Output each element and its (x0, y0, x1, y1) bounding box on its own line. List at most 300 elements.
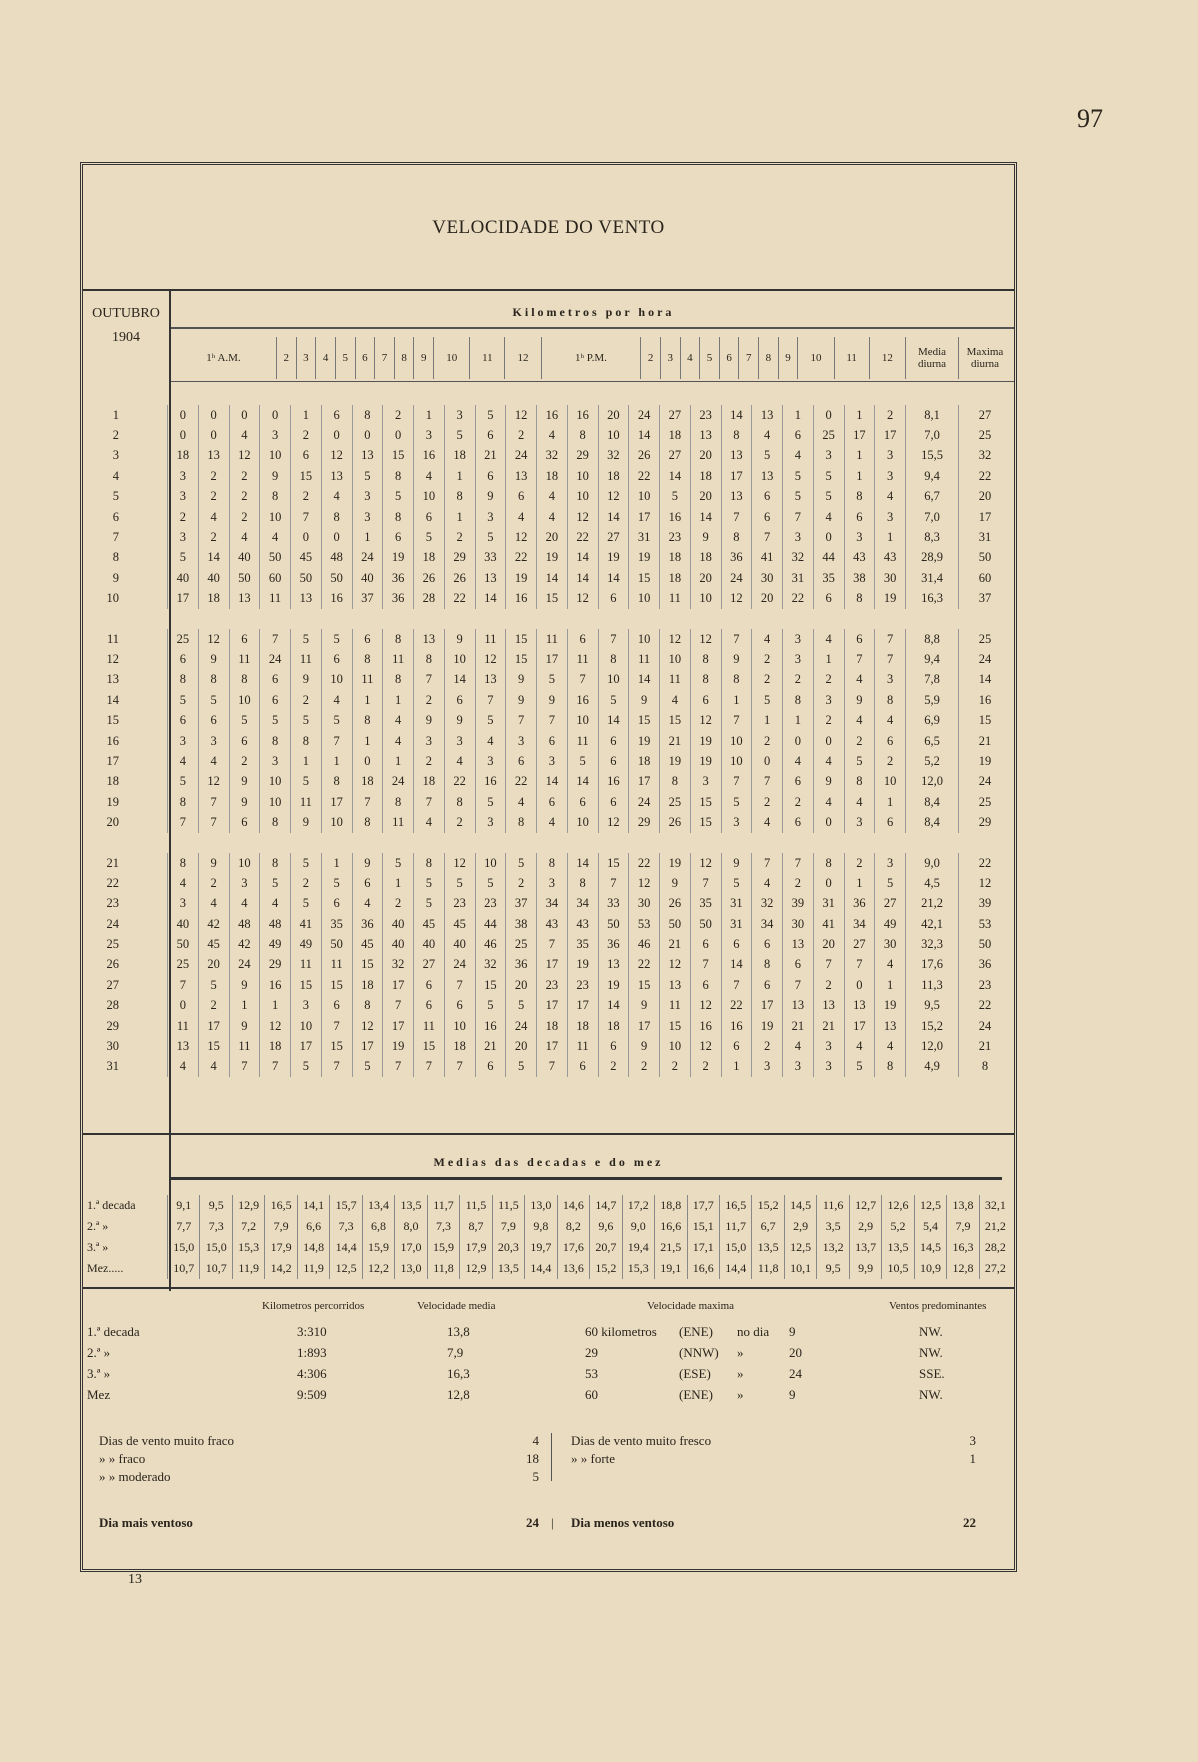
means-cell: 17,9 (265, 1237, 297, 1258)
value-cell: 5 (229, 710, 260, 730)
value-cell: 1 (721, 1057, 752, 1077)
summary-label: 1.ª decada (87, 1324, 140, 1339)
summary-direction: (ESE) (679, 1366, 711, 1381)
value-cell: 42,1 (906, 914, 959, 934)
value-cell: 0 (352, 751, 383, 771)
value-cell: 8 (959, 1057, 1012, 1077)
means-cell: 16,5 (719, 1195, 751, 1216)
daily-bottom-rule (83, 1133, 1014, 1135)
value-cell: 4 (875, 955, 906, 975)
value-cell: 3 (875, 446, 906, 466)
count-value: 4 (532, 1433, 539, 1448)
value-cell: 31 (721, 914, 752, 934)
value-cell: 17 (168, 589, 199, 609)
value-cell: 7,8 (906, 670, 959, 690)
value-cell: 6 (752, 507, 783, 527)
means-cell: 12,5 (330, 1258, 362, 1279)
value-cell: 2 (752, 792, 783, 812)
value-cell: 7 (875, 649, 906, 669)
means-cell: 14,5 (784, 1195, 816, 1216)
value-cell: 14 (959, 670, 1012, 690)
means-cell: 9,5 (200, 1195, 232, 1216)
counts-divider (551, 1433, 552, 1481)
value-cell: 25 (168, 955, 199, 975)
value-cell: 3 (783, 1057, 814, 1077)
value-cell: 15 (598, 853, 629, 873)
value-cell: 11 (229, 1036, 260, 1056)
value-cell: 2 (383, 894, 414, 914)
value-cell: 4 (813, 751, 844, 771)
column-header-cell: 9 (778, 337, 798, 379)
value-cell: 3 (168, 466, 199, 486)
means-cell: 11,8 (427, 1258, 459, 1279)
value-cell: 24 (959, 1016, 1012, 1036)
means-cell: 9,8 (525, 1216, 557, 1237)
value-cell: 3 (168, 487, 199, 507)
value-cell: 3 (352, 487, 383, 507)
value-cell: 6 (690, 975, 721, 995)
value-cell: 16 (660, 507, 691, 527)
value-cell: 19 (875, 996, 906, 1016)
table-row (95, 1036, 1011, 1056)
value-cell: 13 (875, 1016, 906, 1036)
value-cell: 0 (291, 527, 322, 547)
day-cell: 18 (106, 774, 119, 789)
value-cell: 6 (229, 731, 260, 751)
value-cell: 20 (690, 568, 721, 588)
value-cell: 5 (414, 873, 445, 893)
means-cell: 11,5 (492, 1195, 524, 1216)
table-row (95, 731, 1011, 751)
means-cell: 14,5 (914, 1237, 946, 1258)
summary-day: 20 (789, 1345, 802, 1360)
summary-header-km: Kilometros percorridos (262, 1300, 365, 1312)
value-cell: 10 (567, 487, 598, 507)
value-cell: 7 (783, 853, 814, 873)
value-cell: 4 (783, 446, 814, 466)
value-cell: 38 (844, 568, 875, 588)
value-cell: 0 (229, 405, 260, 425)
value-cell: 5 (475, 996, 506, 1016)
value-cell: 17 (752, 996, 783, 1016)
value-cell: 12 (598, 812, 629, 832)
value-cell: 4 (813, 507, 844, 527)
value-cell: 8 (383, 670, 414, 690)
value-cell: 24 (260, 649, 291, 669)
value-cell: 3 (844, 812, 875, 832)
value-cell: 22 (506, 548, 537, 568)
value-cell: 1 (875, 975, 906, 995)
column-header-cell: 8 (759, 337, 779, 379)
summary-max: 60 kilometros (585, 1324, 657, 1339)
means-cell: 8,0 (395, 1216, 427, 1237)
column-header-row (171, 337, 1011, 379)
value-cell: 18 (598, 466, 629, 486)
value-cell: 18 (598, 1016, 629, 1036)
value-cell: 13 (414, 629, 445, 649)
value-cell: 3 (168, 894, 199, 914)
value-cell: 19 (598, 975, 629, 995)
value-cell: 4 (875, 1036, 906, 1056)
value-cell: 8 (506, 812, 537, 832)
value-cell: 45 (352, 934, 383, 954)
value-cell: 19 (690, 751, 721, 771)
day-cell: 11 (106, 631, 119, 646)
value-cell: 24 (444, 955, 475, 975)
value-cell: 26 (660, 894, 691, 914)
value-cell: 8 (690, 649, 721, 669)
value-cell: 7 (752, 853, 783, 873)
page-title: VELOCIDADE DO VENTO (432, 217, 665, 238)
value-cell: 24 (352, 548, 383, 568)
value-cell: 18 (414, 772, 445, 792)
value-cell: 2 (752, 670, 783, 690)
summary-max: 29 (585, 1345, 598, 1360)
means-cell: 9,0 (622, 1216, 654, 1237)
value-cell: 32 (537, 446, 568, 466)
value-cell: 3 (537, 873, 568, 893)
value-cell: 10 (321, 670, 352, 690)
value-cell: 36 (844, 894, 875, 914)
day-cell: 27 (106, 977, 119, 992)
value-cell: 9 (444, 710, 475, 730)
value-cell: 8 (783, 690, 814, 710)
value-cell: 27 (414, 955, 445, 975)
table-row (95, 548, 1011, 568)
value-cell: 2 (291, 425, 322, 445)
value-cell: 60 (260, 568, 291, 588)
value-cell: 14 (567, 548, 598, 568)
value-cell: 8,3 (906, 527, 959, 547)
value-cell: 24 (506, 446, 537, 466)
value-cell: 4 (813, 792, 844, 812)
value-cell: 7 (383, 1057, 414, 1077)
value-cell: 7 (844, 649, 875, 669)
value-cell: 6 (260, 690, 291, 710)
value-cell: 16 (321, 589, 352, 609)
column-header-cell: 12 (869, 337, 905, 379)
value-cell: 16 (537, 405, 568, 425)
value-cell: 7 (414, 792, 445, 812)
value-cell: 11 (567, 1036, 598, 1056)
value-cell: 6 (475, 466, 506, 486)
means-cell: 2,9 (849, 1216, 881, 1237)
day-cell: 10 (106, 591, 119, 606)
value-cell: 24 (229, 955, 260, 975)
column-header-cell: 4 (680, 337, 700, 379)
value-cell: 10 (475, 853, 506, 873)
means-cell: 15,9 (362, 1237, 394, 1258)
value-cell: 2 (813, 975, 844, 995)
column-header-cell: 6 (719, 337, 739, 379)
value-cell: 2 (229, 466, 260, 486)
value-cell: 11 (260, 589, 291, 609)
value-cell: 7 (537, 710, 568, 730)
value-cell: 2 (383, 405, 414, 425)
value-cell: 15 (352, 955, 383, 975)
value-cell: 9 (629, 1036, 660, 1056)
value-cell: 27 (844, 934, 875, 954)
value-cell: 8 (352, 405, 383, 425)
count-value: 1 (969, 1451, 976, 1466)
means-cell: 15,0 (719, 1237, 751, 1258)
means-cell: 5,2 (882, 1216, 914, 1237)
value-cell: 8 (844, 772, 875, 792)
value-cell: 10 (260, 446, 291, 466)
value-cell: 23 (959, 975, 1012, 995)
value-cell: 11 (291, 649, 322, 669)
value-cell: 6 (198, 710, 229, 730)
value-cell: 5,2 (906, 751, 959, 771)
day-cell: 19 (106, 794, 119, 809)
value-cell: 6 (475, 1057, 506, 1077)
value-cell: 15 (629, 568, 660, 588)
means-cell: 15,0 (168, 1237, 200, 1258)
column-header-cell: Media diurna (906, 337, 959, 379)
column-header-cell: 11 (470, 337, 505, 379)
value-cell: 8 (229, 670, 260, 690)
value-cell: 5 (414, 894, 445, 914)
value-cell: 13 (352, 446, 383, 466)
hourly-header-rule (171, 327, 1014, 329)
value-cell: 4 (844, 710, 875, 730)
value-cell: 15 (660, 1016, 691, 1036)
value-cell: 12 (506, 527, 537, 547)
value-cell: 13 (475, 670, 506, 690)
value-cell: 6 (567, 1057, 598, 1077)
value-cell: 50 (229, 568, 260, 588)
value-cell: 1 (844, 405, 875, 425)
means-cell: 19,4 (622, 1237, 654, 1258)
value-cell: 15 (383, 446, 414, 466)
value-cell: 21 (959, 1036, 1012, 1056)
value-cell: 2 (506, 873, 537, 893)
means-label: 3.ª » (87, 1240, 109, 1254)
value-cell: 18 (352, 975, 383, 995)
value-cell: 11 (537, 629, 568, 649)
value-cell: 8 (260, 487, 291, 507)
summary-direction: (ENE) (679, 1324, 713, 1339)
value-cell: 22 (959, 466, 1012, 486)
value-cell: 4 (321, 487, 352, 507)
value-cell: 9 (813, 772, 844, 792)
value-cell: 2 (783, 873, 814, 893)
value-cell: 12 (660, 629, 691, 649)
value-cell: 30 (875, 568, 906, 588)
value-cell: 2 (783, 792, 814, 812)
summary-day: 24 (789, 1366, 802, 1381)
means-cell: 16,5 (265, 1195, 297, 1216)
column-header-cell: 10 (798, 337, 834, 379)
value-cell: 6 (506, 751, 537, 771)
value-cell: 6 (383, 527, 414, 547)
value-cell: 9,4 (906, 466, 959, 486)
value-cell: 32 (475, 955, 506, 975)
value-cell: 6 (567, 629, 598, 649)
means-cell: 13,7 (849, 1237, 881, 1258)
means-cell: 14,4 (719, 1258, 751, 1279)
value-cell: 9 (475, 487, 506, 507)
value-cell: 18 (414, 548, 445, 568)
means-cell: 21,2 (979, 1216, 1011, 1237)
value-cell: 16 (959, 690, 1012, 710)
summary-max: 60 (585, 1387, 598, 1402)
value-cell: 7 (598, 873, 629, 893)
means-cell: 9,9 (849, 1258, 881, 1279)
value-cell: 4 (844, 670, 875, 690)
value-cell: 35 (567, 934, 598, 954)
value-cell: 21,2 (906, 894, 959, 914)
value-cell: 9 (721, 649, 752, 669)
means-cell: 16,6 (687, 1258, 719, 1279)
value-cell: 9 (229, 1016, 260, 1036)
value-cell: 23 (660, 527, 691, 547)
value-cell: 4 (383, 731, 414, 751)
summary-media: 7,9 (447, 1345, 464, 1360)
value-cell: 5,9 (906, 690, 959, 710)
value-cell: 42 (229, 934, 260, 954)
means-cell: 9,1 (168, 1195, 200, 1216)
value-cell: 4 (752, 425, 783, 445)
value-cell: 45 (444, 914, 475, 934)
value-cell: 5 (414, 527, 445, 547)
table-row (95, 466, 1011, 486)
value-cell: 6 (598, 792, 629, 812)
value-cell: 4 (537, 425, 568, 445)
value-cell: 19 (598, 548, 629, 568)
value-cell: 27 (660, 446, 691, 466)
value-cell: 12,0 (906, 1036, 959, 1056)
value-cell: 50 (321, 568, 352, 588)
value-cell: 5 (506, 1057, 537, 1077)
value-cell: 0 (383, 425, 414, 445)
means-cell: 19,1 (655, 1258, 687, 1279)
value-cell: 0 (844, 975, 875, 995)
value-cell: 26 (444, 568, 475, 588)
value-cell: 7 (229, 1057, 260, 1077)
day-cell: 12 (106, 651, 119, 666)
value-cell: 14 (721, 405, 752, 425)
means-cell: 14,2 (265, 1258, 297, 1279)
value-cell: 8 (444, 792, 475, 812)
value-cell: 3 (537, 751, 568, 771)
value-cell: 12 (721, 589, 752, 609)
day-cell: 7 (112, 530, 119, 545)
value-cell: 29 (444, 548, 475, 568)
value-cell: 5 (383, 853, 414, 873)
value-cell: 5 (506, 996, 537, 1016)
means-cell: 13,4 (362, 1195, 394, 1216)
summary-media: 12,8 (447, 1387, 470, 1402)
value-cell: 11 (567, 649, 598, 669)
value-cell: 30 (629, 894, 660, 914)
value-cell: 6 (229, 812, 260, 832)
value-cell: 16 (598, 772, 629, 792)
means-label: 1.ª decada (87, 1198, 136, 1212)
value-cell: 9 (414, 710, 445, 730)
value-cell: 6,7 (906, 487, 959, 507)
value-cell: 10 (660, 1036, 691, 1056)
value-cell: 16 (506, 589, 537, 609)
value-cell: 3 (475, 751, 506, 771)
value-cell: 5 (321, 629, 352, 649)
value-cell: 20 (813, 934, 844, 954)
value-cell: 3 (168, 731, 199, 751)
value-cell: 10 (629, 487, 660, 507)
value-cell: 9 (537, 690, 568, 710)
value-cell: 5 (291, 772, 322, 792)
day-cell: 4 (112, 468, 119, 483)
summary-km: 9:509 (297, 1387, 327, 1402)
value-cell: 8 (291, 731, 322, 751)
means-cell: 10,5 (882, 1258, 914, 1279)
means-cell: 15,2 (590, 1258, 622, 1279)
value-cell: 7 (383, 996, 414, 1016)
value-cell: 33 (475, 548, 506, 568)
summary-km: 3:310 (297, 1324, 327, 1339)
value-cell: 37 (506, 894, 537, 914)
value-cell: 0 (260, 405, 291, 425)
value-cell: 0 (752, 751, 783, 771)
value-cell: 12 (690, 1036, 721, 1056)
means-cell: 15,2 (752, 1195, 784, 1216)
value-cell: 18 (444, 1036, 475, 1056)
value-cell: 7 (721, 507, 752, 527)
value-cell: 1 (875, 792, 906, 812)
value-cell: 28 (414, 589, 445, 609)
value-cell: 25 (959, 425, 1012, 445)
value-cell: 20 (690, 446, 721, 466)
value-cell: 4 (752, 629, 783, 649)
value-cell: 5 (168, 690, 199, 710)
table-row (95, 425, 1011, 445)
value-cell: 15 (291, 975, 322, 995)
column-header-cell: 7 (375, 337, 395, 379)
value-cell: 13 (321, 466, 352, 486)
day-cell: 2 (112, 428, 119, 443)
value-cell: 22 (721, 996, 752, 1016)
value-cell: 6 (444, 690, 475, 710)
value-cell: 8 (721, 527, 752, 547)
means-cell: 11,5 (460, 1195, 492, 1216)
value-cell: 4,9 (906, 1057, 959, 1077)
value-cell: 20 (537, 527, 568, 547)
value-cell: 7 (844, 955, 875, 975)
value-cell: 3 (752, 1057, 783, 1077)
value-cell: 48 (321, 548, 352, 568)
value-cell: 11 (660, 996, 691, 1016)
means-cell: 17,9 (460, 1237, 492, 1258)
value-cell: 1 (783, 710, 814, 730)
value-cell: 24 (629, 405, 660, 425)
value-cell: 6,5 (906, 731, 959, 751)
means-cell: 14,6 (557, 1195, 589, 1216)
value-cell: 5 (598, 690, 629, 710)
page-number: 97 (1077, 104, 1103, 133)
value-cell: 21 (813, 1016, 844, 1036)
value-cell: 8 (352, 996, 383, 1016)
table-row (95, 873, 1011, 893)
value-cell: 3 (475, 507, 506, 527)
value-cell: 5 (721, 792, 752, 812)
value-cell: 10 (690, 589, 721, 609)
value-cell: 18 (537, 1016, 568, 1036)
value-cell: 1 (352, 690, 383, 710)
value-cell: 12 (690, 629, 721, 649)
value-cell: 7 (752, 527, 783, 547)
count-label: Dias de vento muito fresco (571, 1433, 712, 1448)
value-cell: 14 (475, 589, 506, 609)
